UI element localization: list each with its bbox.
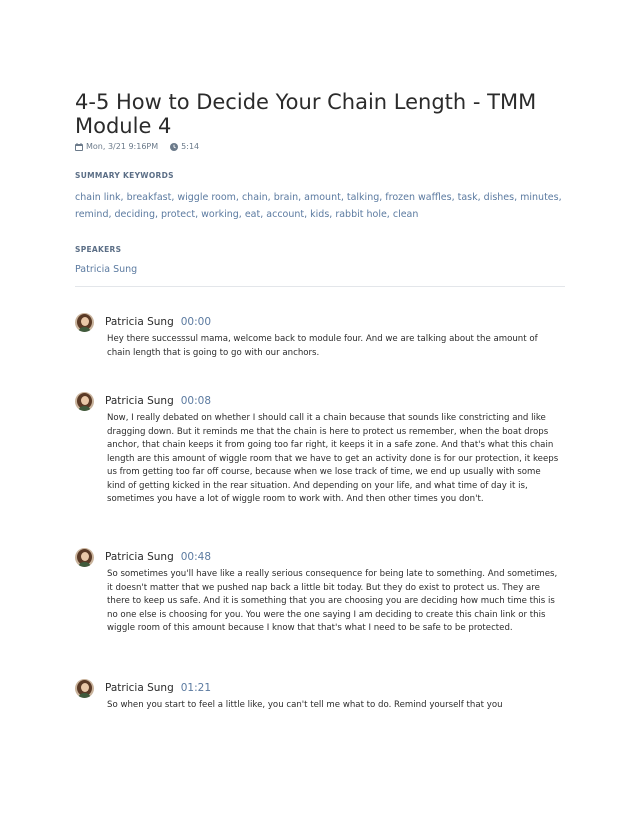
transcript-text: Hey there successsul mama, welcome back to module four. And we are talking about the amount of chain length that is going to go with our anchors. (107, 334, 538, 358)
summary-keywords: chain link, breakfast, wiggle room, chain, brain, amount, talking, frozen waffles, task, dishes, minutes, remind, deciding, protect, working, eat, account, kids, rabbit hole, clean (75, 192, 562, 220)
speaker-name: Patricia Sung (105, 682, 174, 694)
timestamp[interactable]: 00:08 (180, 395, 212, 407)
transcript-entry (75, 312, 565, 360)
meta-row (75, 142, 199, 151)
avatar (75, 548, 94, 567)
meeting-date: Mon, 3/21 9:16PM (86, 142, 159, 151)
speaker-name: Patricia Sung (105, 316, 174, 328)
timestamp[interactable]: 01:21 (180, 682, 212, 694)
transcript-text: Now, I really debated on whether I should call it a chain because that sounds like constricting and like dragging down. But it reminds me that the chain is here to protect us remember, when the boat drops anchor, that chain keeps it from going too far right, it keeps it in a safe zone. And that's what this chain length are this amount of wiggle room that we have to get an activity done is for our protection, it keeps us from getting too far off course, because when we lose track of time, we end up usually with some kind of getting kicked in the rear situation. And depending on your life, and what time of day it is, sometimes you have a lot of wiggle room to work with. And then other times you don't. (107, 413, 559, 504)
speaker-list[interactable]: Patricia Sung (75, 264, 138, 275)
summary-keywords-label: SUMMARY KEYWORDS (75, 171, 174, 180)
speaker-name: Patricia Sung (105, 551, 174, 563)
transcript-entry (75, 547, 565, 636)
avatar (75, 679, 94, 698)
transcript-entry (75, 678, 565, 713)
meeting-duration: 5:14 (181, 142, 200, 151)
speaker-name: Patricia Sung (105, 395, 174, 407)
calendar-icon (75, 143, 83, 151)
transcript-entry (75, 391, 565, 507)
page-title: 4-5 How to Decide Your Chain Length - TMM Module 4 (75, 90, 537, 138)
clock-icon (170, 143, 178, 151)
avatar (75, 313, 94, 332)
section-divider (75, 286, 565, 287)
speakers-label: SPEAKERS (75, 245, 122, 254)
transcript-text: So when you start to feel a little like, you can't tell me what to do. Remind yourself that you (107, 700, 503, 710)
timestamp[interactable]: 00:00 (180, 316, 212, 328)
avatar (75, 392, 94, 411)
timestamp[interactable]: 00:48 (180, 551, 212, 563)
transcript-text: So sometimes you'll have like a really serious consequence for being late to something. And sometimes, it doesn't matter that we pushed nap back a little bit today. But they do exist to protect us. They are there to keep us safe. And it is something that you are choosing you are deciding how much time this is no one else is choosing for you. You were the one saying I am deciding to create this chain link or this wiggle room of this amount because I know that that's what I need to be safe to be protected. (107, 569, 558, 633)
